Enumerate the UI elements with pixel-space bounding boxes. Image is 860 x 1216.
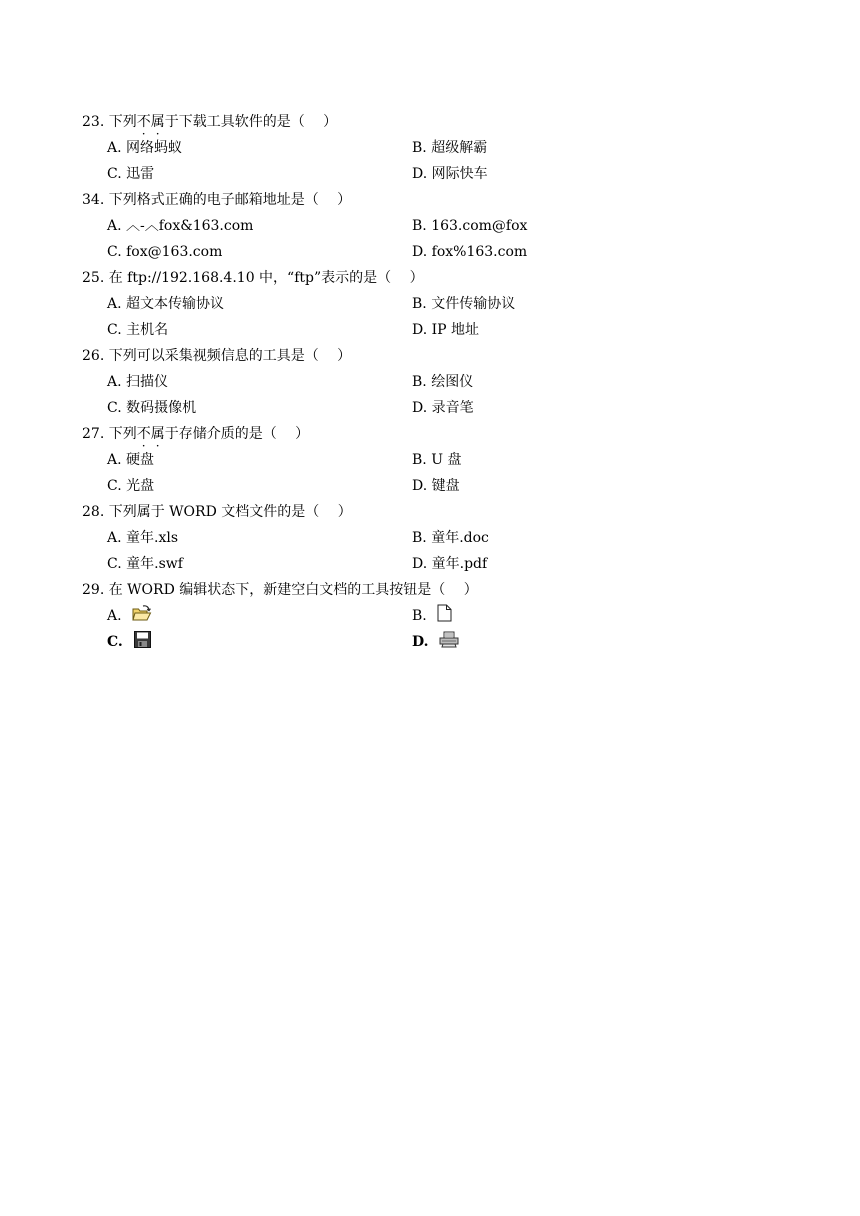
option-28-b: B. 童年.doc [412,530,489,546]
option-28-a: A. 童年.xls [107,530,179,546]
option-34-a: A. ︿-︿fox&163.com [107,218,254,234]
save-disk-icon [134,631,151,657]
option-23-c: C. 迅雷 [107,166,155,182]
emphasis-dot-char: 不 [136,426,151,442]
option-26-c: C. 数码摄像机 [107,400,197,416]
question-26-stem: 26. 下列可以采集视频信息的工具是（ ） [82,348,352,364]
question-25-stem: 25. 在 ftp://192.168.4.10 中，“ftp”表示的是（ ） [82,270,424,286]
option-25-b: B. 文件传输协议 [412,296,516,312]
option-29-a: A. [107,603,152,629]
question-23-stem: 23. 下列不属于下载工具软件的是（ ） [82,114,338,130]
emphasis-dot-char: 属 [150,114,165,130]
option-23-a: A. 网络蚂蚁 [107,140,183,156]
option-23-d: D. 网际快车 [412,166,488,182]
option-29-c: C. [107,629,151,655]
option-26-b: B. 绘图仪 [412,374,474,390]
emphasis-dot-char: 不 [136,114,151,130]
question-27-stem: 27. 下列不属于存储介质的是（ ） [82,426,310,442]
question-34-stem: 34. 下列格式正确的电子邮箱地址是（ ） [82,192,352,208]
open-folder-icon [132,605,152,631]
option-25-d: D. IP 地址 [412,322,480,338]
option-34-d: D. fox%163.com [412,244,528,260]
option-28-c: C. 童年.swf [107,556,183,572]
option-27-d: D. 键盘 [412,478,460,494]
printer-icon [439,631,459,657]
option-29-b: B. [412,603,452,629]
option-23-b: B. 超级解霸 [412,140,488,156]
option-26-d: D. 录音笔 [412,400,474,416]
option-27-c: C. 光盘 [107,478,155,494]
option-25-a: A. 超文本传输协议 [107,296,225,312]
option-27-b: B. U 盘 [412,452,462,468]
question-28-stem: 28. 下列属于 WORD 文档文件的是（ ） [82,504,352,520]
new-document-icon [437,604,452,631]
option-29-d: D. [412,629,459,655]
emphasis-dot-char: 属 [150,426,165,442]
option-26-a: A. 扫描仪 [107,374,169,390]
option-27-a: A. 硬盘 [107,452,155,468]
option-25-c: C. 主机名 [107,322,169,338]
option-34-c: C. fox@163.com [107,244,223,260]
question-29-stem: 29. 在 WORD 编辑状态下，新建空白文档的工具按钮是（ ） [82,582,478,598]
option-34-b: B. 163.com@fox [412,218,528,234]
option-28-d: D. 童年.pdf [412,556,488,572]
